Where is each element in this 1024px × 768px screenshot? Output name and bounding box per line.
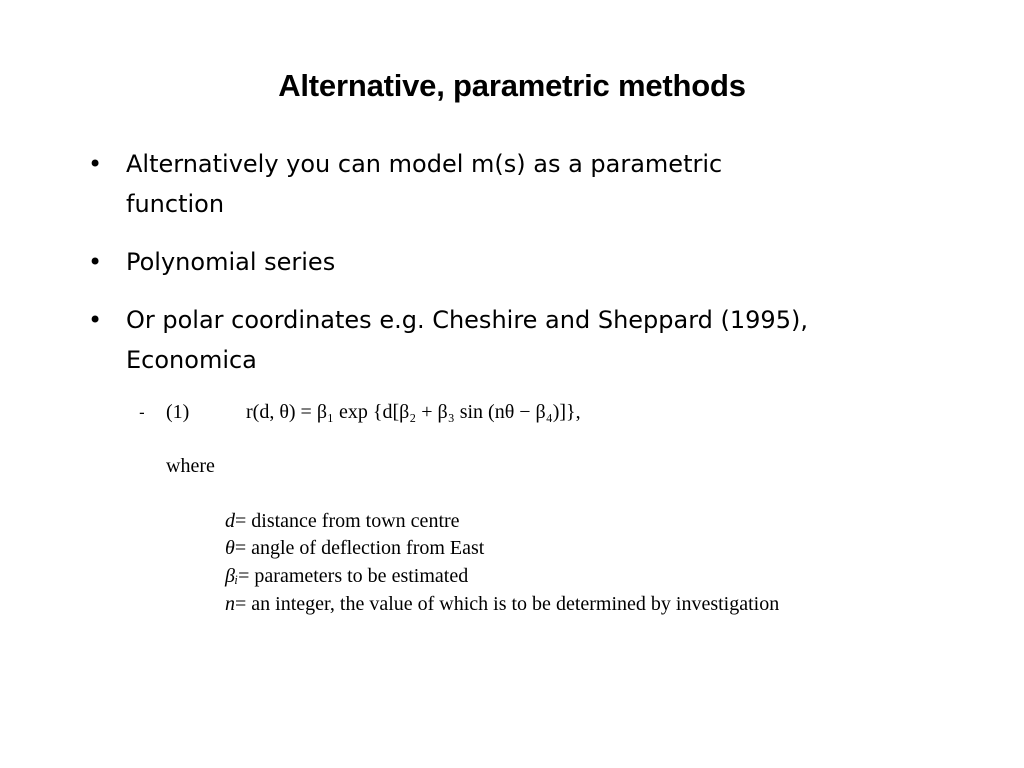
bullet-marker: • bbox=[88, 150, 103, 178]
sub-bullet-marker: - bbox=[139, 403, 145, 422]
bullet-item bbox=[86, 242, 946, 282]
definition-text: = angle of deflection from East bbox=[234, 537, 485, 559]
definition-symbol: n bbox=[225, 593, 235, 615]
bullet-text: Polynomial series bbox=[126, 248, 336, 276]
definition-symbol: βᵢ bbox=[225, 565, 239, 587]
definition-row bbox=[225, 591, 779, 617]
bullet-marker: • bbox=[88, 248, 103, 276]
bullet-marker: • bbox=[88, 306, 103, 334]
definition-text: = parameters to be estimated bbox=[238, 565, 469, 587]
equation-formula: r(d, θ) = β₁ exp {d[β₂ + β₃ sin (nθ − β₄)]}, bbox=[246, 401, 581, 423]
definition-symbol: θ bbox=[225, 537, 235, 559]
bullet-text: Or polar coordinates e.g. Cheshire and Sheppard (1995), Economica bbox=[126, 306, 808, 374]
definition-row bbox=[225, 563, 468, 589]
bullet-text: Alternatively you can model m(s) as a parametric function bbox=[126, 150, 723, 218]
definition-text: = an integer, the value of which is to be determined by investigation bbox=[235, 593, 780, 615]
bullet-item bbox=[86, 144, 946, 224]
definition-row bbox=[225, 508, 460, 534]
slide-title: Alternative, parametric methods bbox=[278, 68, 746, 103]
equation-number: (1) bbox=[166, 401, 190, 423]
where-label: where bbox=[166, 455, 215, 477]
definition-symbol: d bbox=[225, 510, 235, 532]
definition-text: = distance from town centre bbox=[235, 510, 460, 532]
definition-row bbox=[225, 535, 484, 561]
bullet-list bbox=[86, 144, 946, 398]
bullet-item bbox=[86, 300, 946, 380]
